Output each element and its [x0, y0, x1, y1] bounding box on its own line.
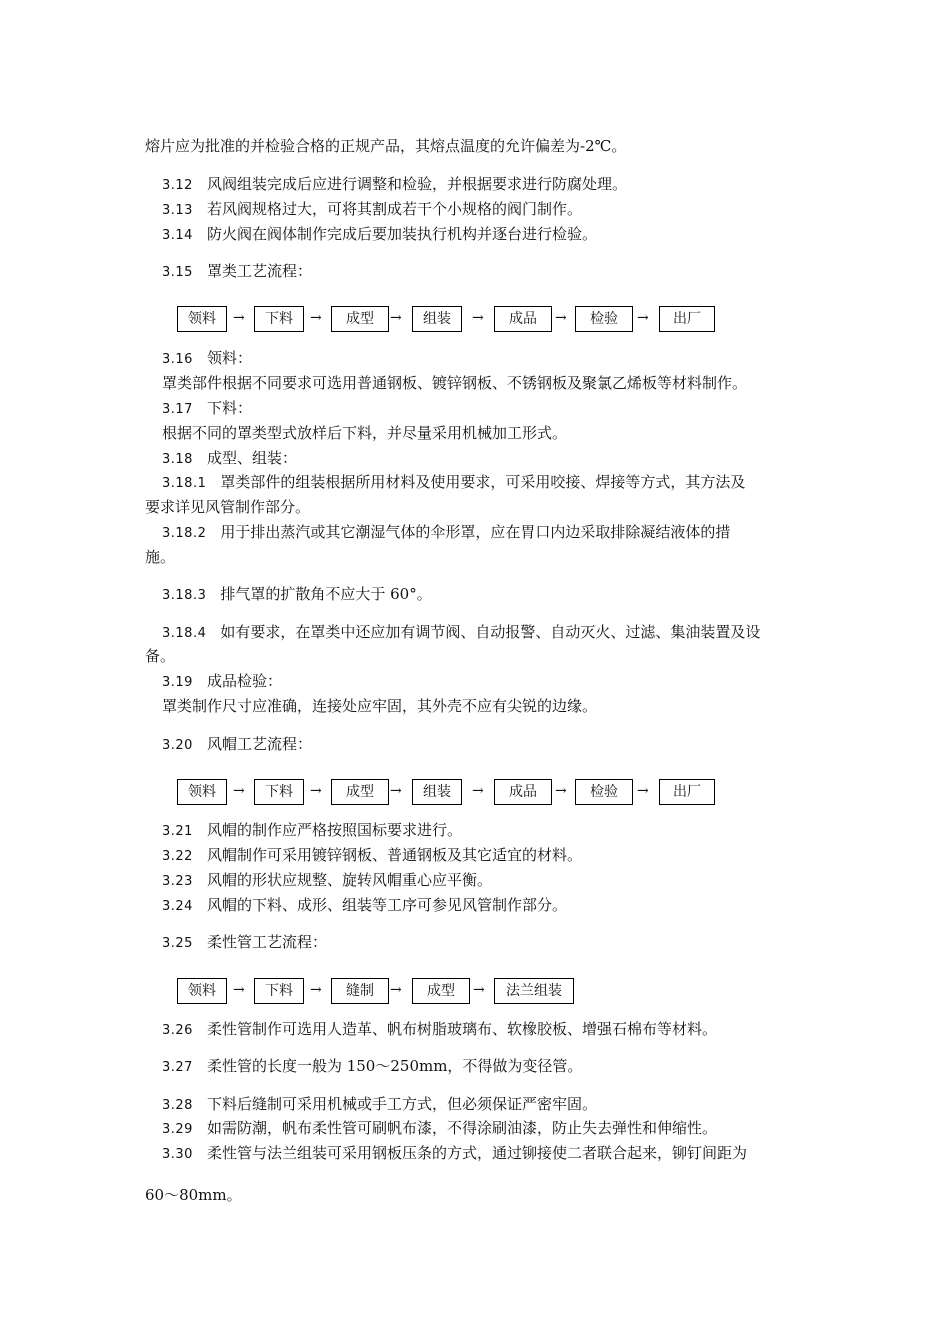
clause-number: 3.18.4	[162, 626, 207, 641]
clause-3-16	[162, 348, 252, 370]
clause-text: 下料：	[206, 399, 252, 417]
clause-text: 用于排出蒸汽或其它潮湿气体的伞形罩，应在胃口内边采取排除凝结液体的措	[220, 523, 731, 541]
flow-step: 检验	[575, 779, 633, 805]
clause-number: 3.18	[162, 452, 193, 467]
clause-text: 风帽制作可采用镀锌钢板、普通钢板及其它适宜的材料。	[206, 846, 582, 864]
clause-3-20	[162, 734, 312, 756]
clause-3-18-1-cont: 要求详见风管制作部分。	[145, 498, 311, 516]
clause-3-30-cont: 60～80mm。	[145, 1186, 242, 1204]
clause-text: 风帽工艺流程：	[206, 735, 312, 753]
clause-number: 3.24	[162, 899, 193, 914]
clause-text: 防火阀在阀体制作完成后要加装执行机构并逐台进行检验。	[206, 225, 597, 243]
clause-3-22	[162, 845, 582, 867]
clause-3-25	[162, 932, 327, 954]
clause-text: 罩类部件的组装根据所用材料及使用要求，可采用咬接、焊接等方式，其方法及	[220, 473, 746, 491]
flow-arrow: →	[310, 310, 322, 326]
clause-number: 3.17	[162, 402, 193, 417]
flow-arrow: →	[233, 310, 245, 326]
paragraph-intro: 熔片应为批准的并检验合格的正规产品，其熔点温度的允许偏差为-2℃。	[145, 137, 627, 155]
clause-3-14	[162, 224, 597, 246]
flow-step: 出厂	[659, 306, 715, 332]
clause-text: 如有要求，在罩类中还应加有调节阀、自动报警、自动灭火、过滤、集油装置及设	[220, 623, 761, 641]
flow-step: 下料	[254, 306, 304, 332]
clause-number: 3.25	[162, 936, 193, 951]
clause-3-27	[162, 1056, 582, 1078]
clause-text: 领料：	[206, 349, 252, 367]
flow-arrow: →	[637, 783, 649, 799]
flow-step: 领料	[177, 779, 227, 805]
clause-3-18	[162, 448, 297, 470]
clause-number: 3.27	[162, 1060, 193, 1075]
clause-3-30	[162, 1143, 747, 1165]
clause-text: 柔性管的长度一般为 150～250mm，不得做为变径管。	[206, 1057, 583, 1075]
flow-arrow: →	[390, 783, 402, 799]
clause-number: 3.26	[162, 1023, 193, 1038]
flow-step: 下料	[254, 978, 304, 1004]
clause-number: 3.13	[162, 203, 193, 218]
clause-number: 3.15	[162, 265, 193, 280]
clause-number: 3.16	[162, 352, 193, 367]
clause-3-12	[162, 174, 627, 196]
clause-text: 排气罩的扩散角不应大于 60°。	[220, 585, 432, 603]
clause-text: 成品检验：	[206, 672, 282, 690]
clause-3-19-body: 罩类制作尺寸应准确，连接处应牢固，其外壳不应有尖锐的边缘。	[162, 697, 598, 715]
flow-step: 组装	[412, 306, 462, 332]
clause-3-18-2-cont: 施。	[145, 548, 176, 566]
clause-3-21	[162, 820, 462, 842]
flow-arrow: →	[555, 783, 567, 799]
clause-3-18-3	[162, 584, 432, 606]
flow-arrow: →	[472, 310, 484, 326]
flow-step: 组装	[412, 779, 462, 805]
clause-text: 柔性管制作可选用人造革、帆布树脂玻璃布、软橡胶板、增强石棉布等材料。	[206, 1020, 717, 1038]
clause-3-29	[162, 1118, 717, 1140]
clause-3-17-body: 根据不同的罩类型式放样后下料，并尽量采用机械加工形式。	[162, 424, 568, 442]
clause-text: 风帽的形状应规整、旋转风帽重心应平衡。	[206, 871, 492, 889]
flow-arrow: →	[310, 783, 322, 799]
flow-step: 缝制	[331, 978, 389, 1004]
clause-text: 柔性管与法兰组装可采用钢板压条的方式，通过铆接使二者联合起来，铆钉间距为	[206, 1144, 747, 1162]
flow-step: 出厂	[659, 779, 715, 805]
flow-arrow: →	[233, 982, 245, 998]
clause-3-18-1	[162, 472, 745, 494]
flow-arrow: →	[555, 310, 567, 326]
flow-step: 成品	[494, 779, 552, 805]
flow-arrow: →	[472, 783, 484, 799]
clause-3-18-2	[162, 522, 730, 544]
flow-step: 检验	[575, 306, 633, 332]
clause-3-23	[162, 870, 492, 892]
clause-text: 下料后缝制可采用机械或手工方式，但必须保证严密牢固。	[206, 1095, 597, 1113]
clause-3-26	[162, 1019, 717, 1041]
flow-step: 法兰组装	[494, 978, 574, 1004]
clause-number: 3.23	[162, 874, 193, 889]
clause-number: 3.22	[162, 849, 193, 864]
clause-3-18-4	[162, 622, 760, 644]
clause-text: 风帽的下料、成形、组装等工序可参见风管制作部分。	[206, 896, 567, 914]
clause-3-16-body: 罩类部件根据不同要求可选用普通钢板、镀锌钢板、不锈钢板及聚氯乙烯板等材料制作。	[162, 374, 748, 392]
flow-step: 成品	[494, 306, 552, 332]
clause-number: 3.21	[162, 824, 193, 839]
clause-number: 3.29	[162, 1122, 193, 1137]
flow-step: 领料	[177, 978, 227, 1004]
clause-text: 罩类工艺流程：	[206, 262, 312, 280]
clause-text: 风阀组装完成后应进行调整和检验，并根据要求进行防腐处理。	[206, 175, 627, 193]
clause-3-15	[162, 261, 312, 283]
flow-step: 领料	[177, 306, 227, 332]
clause-3-13	[162, 199, 582, 221]
flow-arrow: →	[473, 982, 485, 998]
flow-arrow: →	[310, 982, 322, 998]
clause-number: 3.20	[162, 738, 193, 753]
clause-text: 柔性管工艺流程：	[206, 933, 327, 951]
clause-text: 如需防潮，帆布柔性管可刷帆布漆，不得涂刷油漆，防止失去弹性和伸缩性。	[206, 1119, 717, 1137]
clause-number: 3.28	[162, 1098, 193, 1113]
clause-number: 3.18.3	[162, 588, 207, 603]
clause-number: 3.19	[162, 675, 193, 690]
clause-number: 3.30	[162, 1147, 193, 1162]
flow-arrow: →	[390, 310, 402, 326]
flow-arrow: →	[390, 982, 402, 998]
clause-3-19	[162, 671, 282, 693]
clause-3-17	[162, 398, 252, 420]
flow-step: 成型	[331, 779, 389, 805]
clause-number: 3.12	[162, 178, 193, 193]
flow-step: 成型	[331, 306, 389, 332]
clause-text: 风帽的制作应严格按照国标要求进行。	[206, 821, 462, 839]
clause-3-18-4-cont: 备。	[145, 647, 176, 665]
clause-3-24	[162, 895, 567, 917]
flow-step: 成型	[412, 978, 470, 1004]
flow-arrow: →	[637, 310, 649, 326]
flow-step: 下料	[254, 779, 304, 805]
clause-text: 成型、组装：	[206, 449, 297, 467]
clause-number: 3.14	[162, 228, 193, 243]
clause-number: 3.18.1	[162, 476, 207, 491]
clause-3-28	[162, 1094, 597, 1116]
clause-number: 3.18.2	[162, 526, 207, 541]
clause-text: 若风阀规格过大，可将其割成若干个小规格的阀门制作。	[206, 200, 582, 218]
flow-arrow: →	[233, 783, 245, 799]
